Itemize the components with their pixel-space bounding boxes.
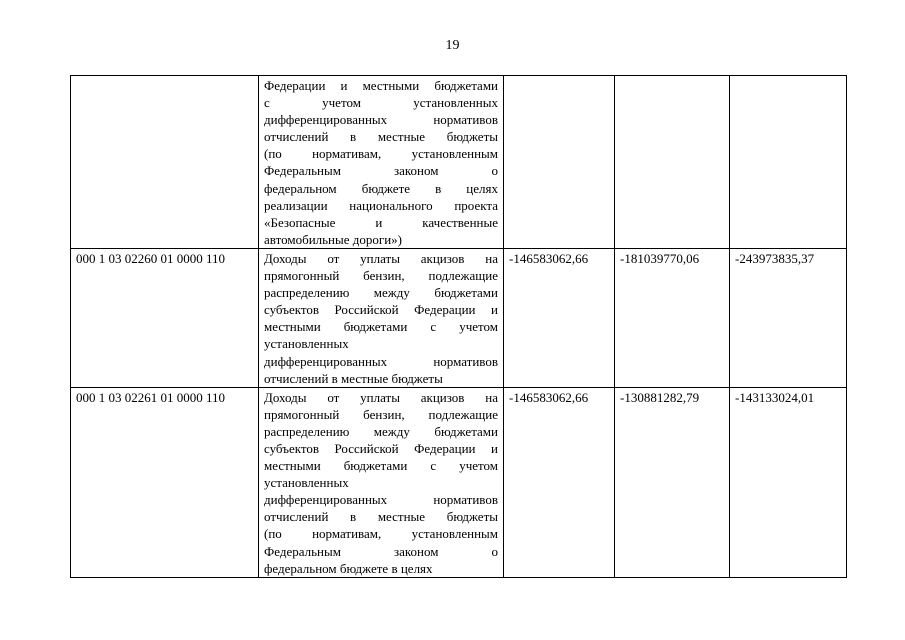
revenue-name-line: с учетом установленных: [264, 95, 498, 111]
revenue-name-line: «Безопасные и качественные: [264, 214, 498, 230]
revenue-name-line: установленных: [264, 336, 349, 352]
revenue-name-line: Доходы от уплаты акцизов на: [264, 250, 498, 266]
revenue-name-line: (по нормативам, установленным: [264, 526, 498, 542]
revenue-name-line: дифференцированных нормативов: [264, 112, 498, 128]
amount-year-2: -130881282,79: [615, 387, 730, 577]
revenue-name-line: распределению между бюджетами: [264, 285, 498, 301]
revenue-name-line: отчислений в местные бюджеты: [264, 370, 443, 386]
amount-year-1: [504, 76, 615, 249]
table-row: [71, 387, 847, 577]
table-row: [71, 76, 847, 249]
revenue-name-line: распределению между бюджетами: [264, 423, 498, 439]
budget-classification-code: [71, 76, 259, 249]
amount-year-1: -146583062,66: [504, 248, 615, 387]
revenue-name-line: федеральном бюджете в целях: [264, 560, 433, 576]
revenue-name-line: Доходы от уплаты акцизов на: [264, 389, 498, 405]
revenue-name-line: Федерации и местными бюджетами: [264, 78, 498, 93]
revenue-name-line: местными бюджетами с учетом: [264, 458, 498, 474]
revenue-name-line: прямогонный бензин, подлежащие: [264, 268, 498, 284]
amount-year-2: -181039770,06: [615, 248, 730, 387]
revenue-name-line: прямогонный бензин, подлежащие: [264, 406, 498, 422]
amount-year-2: [615, 76, 730, 249]
revenue-name-line: местными бюджетами с учетом: [264, 319, 498, 335]
revenue-name-line: реализации национального проекта: [264, 197, 498, 213]
revenue-name-line: субъектов Российской Федерации и: [264, 440, 498, 456]
revenue-name-line: отчислений в местные бюджеты: [264, 509, 498, 525]
revenue-name-line: дифференцированных нормативов: [264, 492, 498, 508]
page-number: 19: [445, 38, 460, 53]
revenue-name-line: субъектов Российской Федерации и: [264, 302, 498, 318]
revenue-name: [259, 248, 504, 387]
table-row: [71, 248, 847, 387]
revenue-name-line: федеральном бюджете в целях: [264, 180, 498, 196]
amount-year-3: -143133024,01: [730, 387, 847, 577]
revenue-name-line: (по нормативам, установленным: [264, 146, 498, 162]
revenue-name-line: отчислений в местные бюджеты: [264, 129, 498, 145]
revenue-name-line: автомобильные дороги»): [264, 231, 403, 247]
budget-classification-code: 000 1 03 02261 01 0000 110: [71, 387, 259, 577]
revenue-name-line: дифференцированных нормативов: [264, 353, 498, 369]
revenue-name-line: Федеральным законом о: [264, 163, 498, 179]
revenue-table: [70, 75, 847, 578]
budget-classification-code: 000 1 03 02260 01 0000 110: [71, 248, 259, 387]
revenue-name: [259, 387, 504, 577]
revenue-name-line: Федеральным законом о: [264, 543, 498, 559]
amount-year-3: -243973835,37: [730, 248, 847, 387]
revenue-name: [259, 76, 504, 249]
amount-year-3: [730, 76, 847, 249]
amount-year-1: -146583062,66: [504, 387, 615, 577]
revenue-name-line: установленных: [264, 475, 349, 491]
